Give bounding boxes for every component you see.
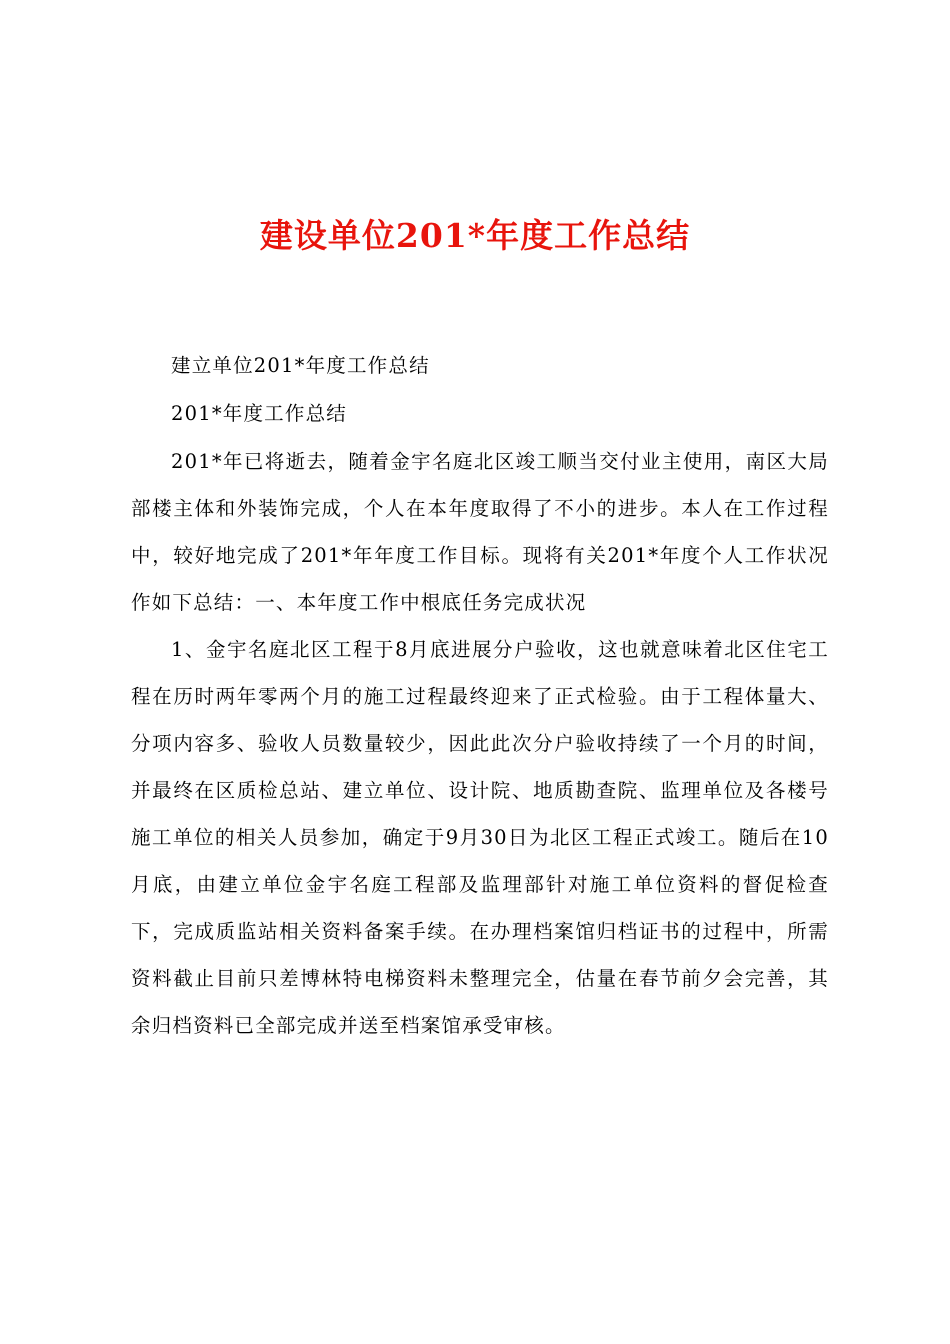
paragraph-item-1: 1、金宇名庭北区工程于8月底进展分户验收，这也就意味着北区住宅工程在历时两年零两个月的施工过程最终迎来了正式检验。由于工程体量大、分项内容多、验收人员数量较少，因此此次分户验收持续了一个月的时间，并最终在区质检总站、建立单位、设计院、地质勘查院、监理单位及各楼号施工单位的相关人员参加，确定于9月30日为北区工程正式竣工。随后在10月底，由建立单位金宇名庭工程部及监理部针对施工单位资料的督促检查下，完成质监站相关资料备案手续。在办理档案馆归档证书的过程中，所需资料截止目前只差博林特电梯资料未整理完全，估量在春节前夕会完善，其余归档资料已全部完成并送至档案馆承受审核。 <box>131 638 829 1037</box>
paragraph-intro: 201*年已将逝去，随着金宇名庭北区竣工顺当交付业主使用，南区大局部楼主体和外装饰完成，个人在本年度取得了不小的进步。本人在工作过程中，较好地完成了201*年年度工作目标。现将有关201*年度个人工作状况作如下总结：一、本年度工作中根底任务完成状况 <box>131 450 829 614</box>
paragraph-subtitle-1: 建立单位201*年度工作总结 <box>171 354 430 377</box>
document-body <box>131 342 829 1049</box>
document-title: 建设单位201*年度工作总结 <box>259 216 691 255</box>
paragraph-subtitle-2: 201*年度工作总结 <box>171 402 347 425</box>
